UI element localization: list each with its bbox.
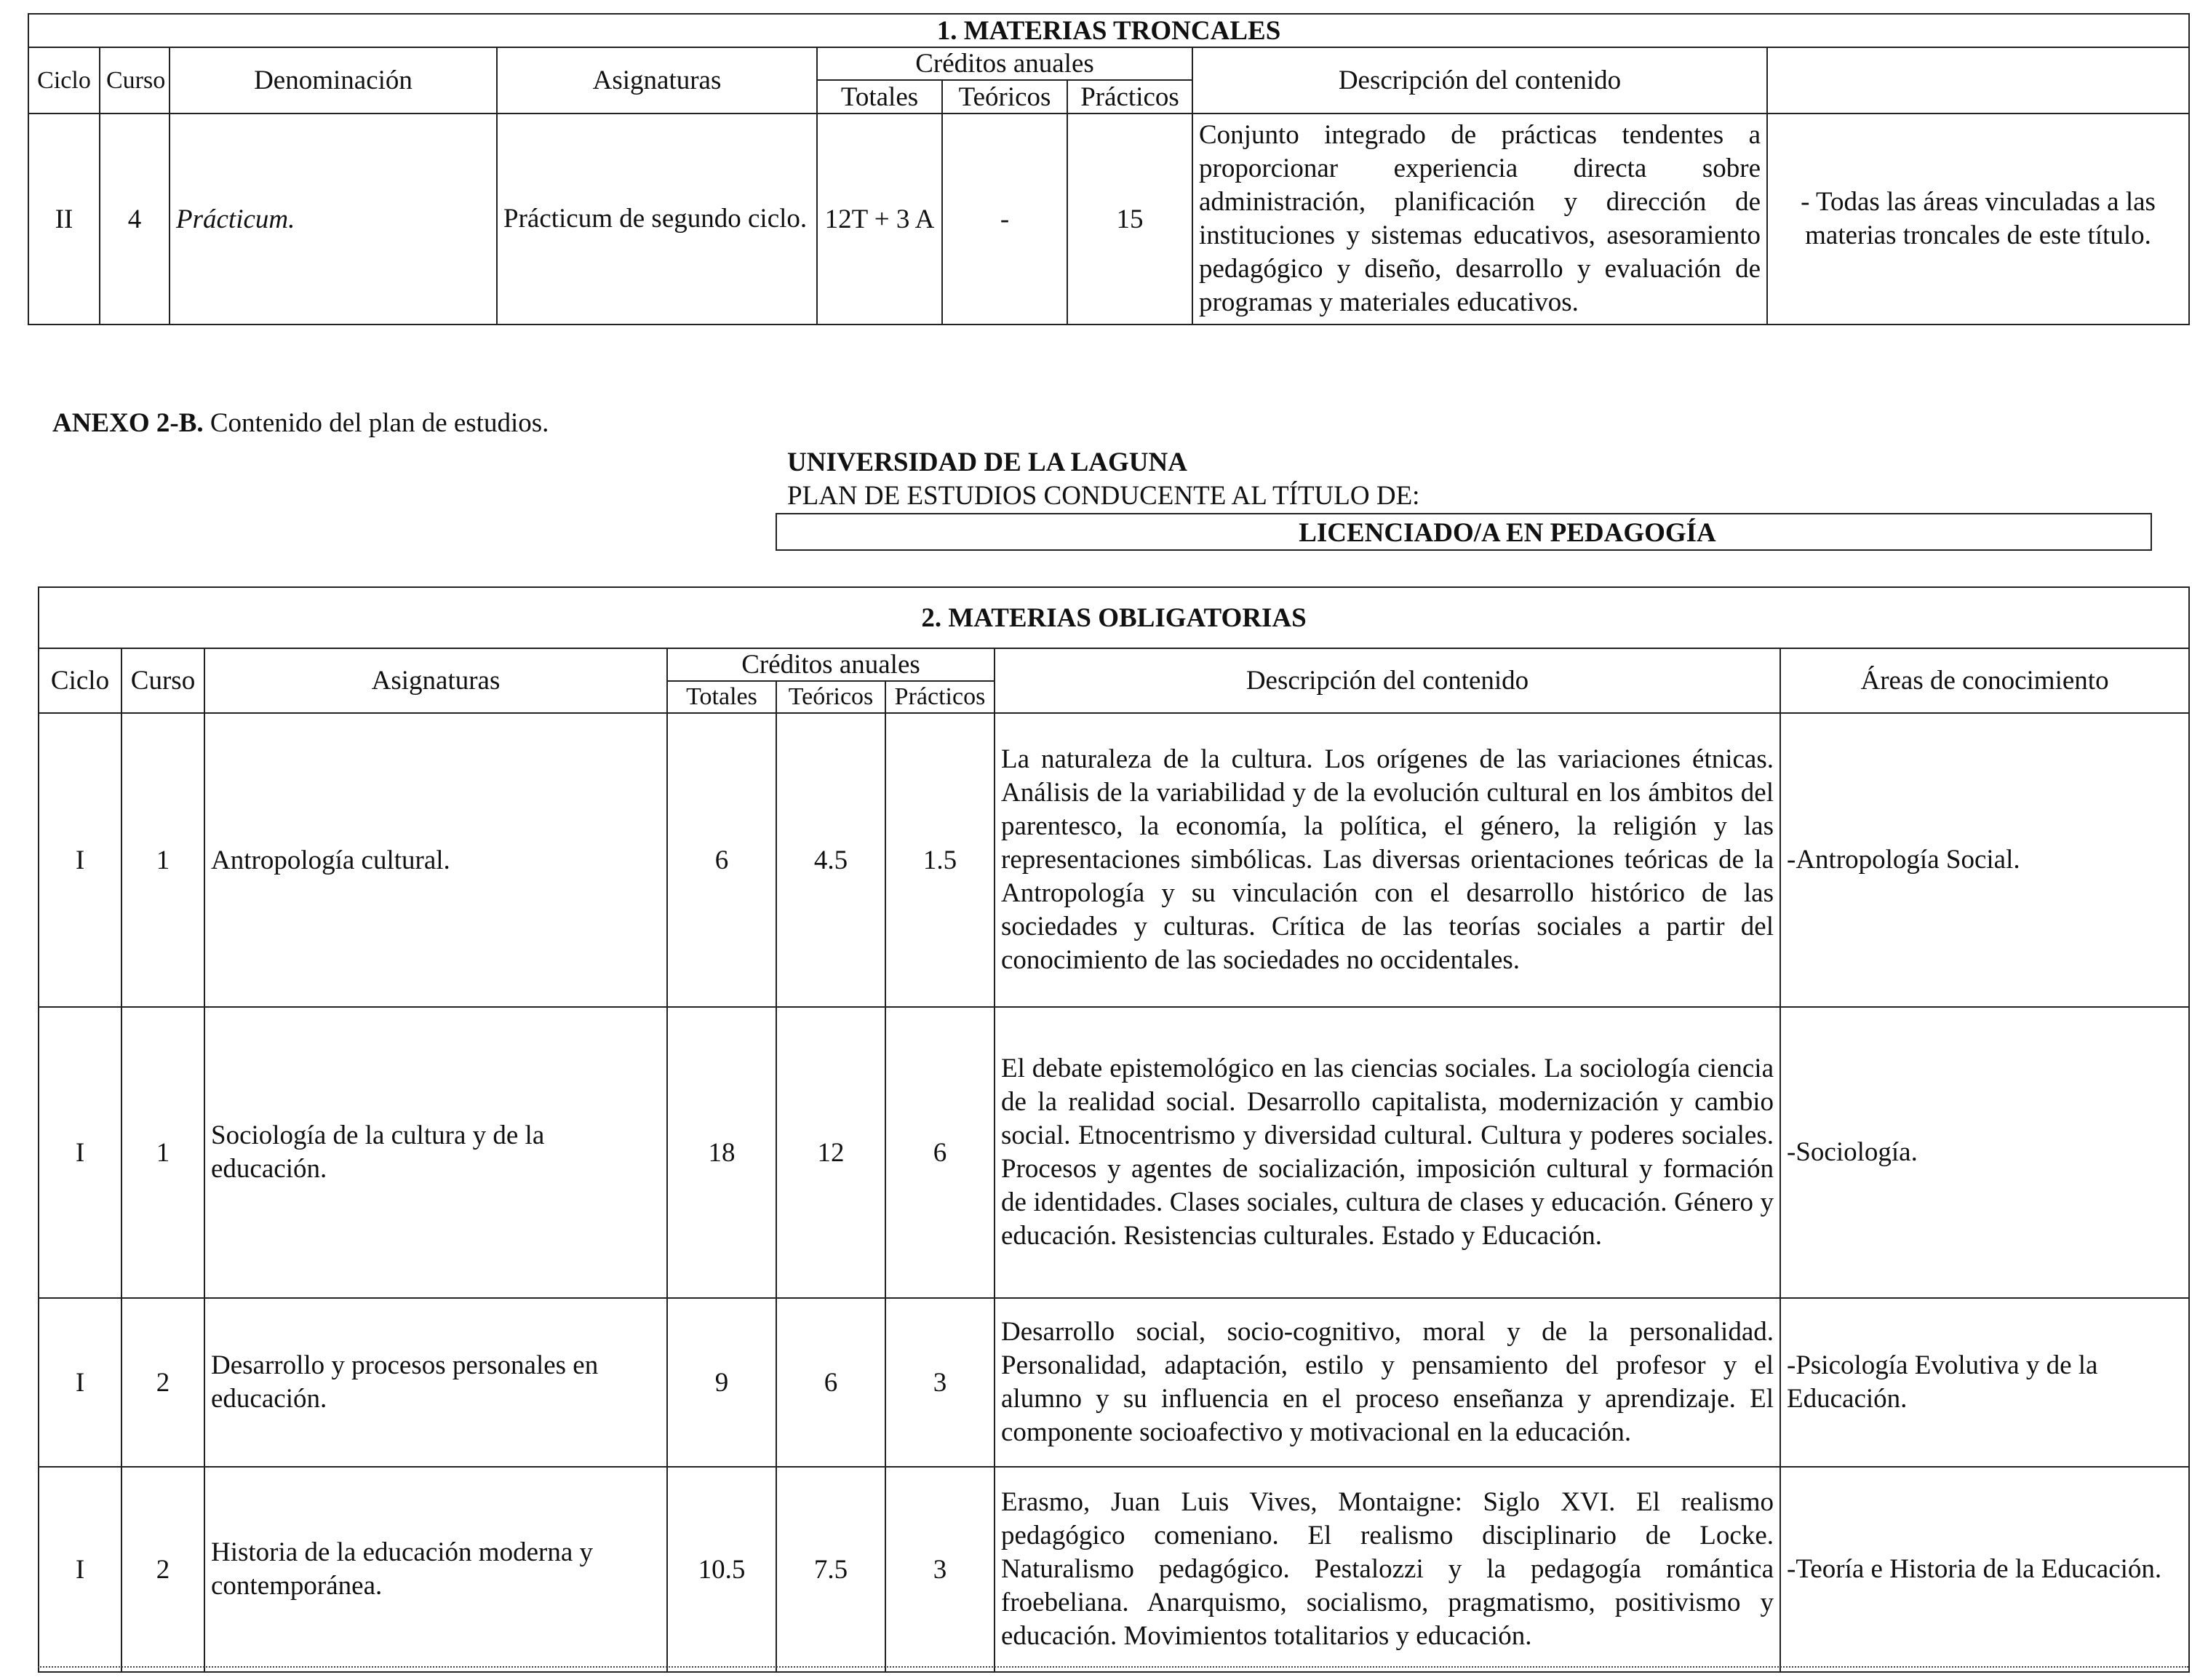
cell-practicos: 3 — [885, 1467, 995, 1672]
cell-asignatura: Antropología cultural. — [204, 713, 667, 1007]
header-descripcion: Descripción del contenido — [995, 648, 1780, 713]
anexo-text: Contenido del plan de estudios. — [203, 408, 549, 438]
header-totales: Totales — [667, 681, 776, 713]
cell-areas: -Sociología. — [1780, 1007, 2189, 1298]
cell-descripcion: Conjunto integrado de prácticas tendentes a proporcionar experiencia directa sobre administración, planificación y dirección de instituciones y sistemas educativos, asesoramiento pedagógico y diseño, desarrollo y evaluación de programas y materiales educativos. — [1192, 114, 1767, 325]
header-denominacion: Denominación — [170, 47, 497, 114]
table-row — [39, 713, 2189, 1007]
cell-asignatura: Desarrollo y procesos personales en educación. — [204, 1298, 667, 1467]
cell-practicos: 3 — [885, 1298, 995, 1467]
table-row — [39, 1007, 2189, 1298]
cell-teoricos: 12 — [776, 1007, 885, 1298]
cell-asignatura: Sociología de la cultura y de la educación. — [204, 1007, 667, 1298]
section-title-obligatorias: 2. MATERIAS OBLIGATORIAS — [39, 587, 2189, 648]
obligatorias-table — [38, 586, 2190, 1673]
header-teoricos: Teóricos — [776, 681, 885, 713]
header-asignaturas: Asignaturas — [204, 648, 667, 713]
cell-ciclo: I — [39, 713, 121, 1007]
cell-descripcion: El debate epistemológico en las ciencias sociales. La sociología ciencia de la realidad social. Desarrollo capitalista, modernización y cambio social. Etnocentrismo y diversidad cultural. Cultura y poderes sociales. Procesos y agentes de socialización, imposición cultural y formación de identidades. Clases sociales, cultura de clases y educación. Género y educación. Resistencias culturales. Estado y Educación. — [995, 1007, 1780, 1298]
header-asignaturas: Asignaturas — [497, 47, 817, 114]
header-totales: Totales — [817, 80, 942, 114]
cell-curso: 1 — [121, 1007, 204, 1298]
cell-areas: -Antropología Social. — [1780, 713, 2189, 1007]
cell-descripcion: La naturaleza de la cultura. Los orígenes de las variaciones étnicas. Análisis de la variabilidad y de la evolución cultural en los ámbitos del parentesco, la economía, la política, el género, la religión y las representaciones simbólicas. Las diversas orientaciones teóricas de la Antropología y su vinculación con el desarrollo histórico de las sociedades y culturas. Crítica de las teorías sociales a partir del conocimiento de las sociedades no occidentales. — [995, 713, 1780, 1007]
header-curso: Curso — [121, 648, 204, 713]
cell-practicos: 15 — [1067, 114, 1192, 325]
cell-curso: 2 — [121, 1467, 204, 1672]
header-ciclo: Ciclo — [39, 648, 121, 713]
cell-ciclo: I — [39, 1007, 121, 1298]
header-teoricos: Teóricos — [942, 80, 1067, 114]
cell-totales: 10.5 — [667, 1467, 776, 1672]
header-practicos: Prácticos — [1067, 80, 1192, 114]
header-areas-empty — [1767, 47, 2189, 114]
cell-areas: - Todas las áreas vinculadas a las materias troncales de este título. — [1767, 114, 2189, 325]
cell-ciclo: I — [39, 1467, 121, 1672]
cell-totales: 12T + 3 A — [817, 114, 942, 325]
troncales-table — [28, 13, 2190, 325]
cell-ciclo: I — [39, 1298, 121, 1467]
cell-teoricos: 7.5 — [776, 1467, 885, 1672]
university-name: UNIVERSIDAD DE LA LAGUNA — [787, 447, 1187, 477]
cell-curso: 4 — [100, 114, 170, 325]
cell-teoricos: 4.5 — [776, 713, 885, 1007]
cell-curso: 2 — [121, 1298, 204, 1467]
cell-totales: 18 — [667, 1007, 776, 1298]
cell-practicos: 6 — [885, 1007, 995, 1298]
cell-ciclo: II — [28, 114, 100, 325]
cell-descripcion: Erasmo, Juan Luis Vives, Montaigne: Siglo XVI. El realismo pedagógico comeniano. El realismo disciplinario de Locke. Naturalismo pedagógico. Pestalozzi y la pedagogía romántica froebeliana. Anarquismo, socialismo, pragmatismo, positivismo y educación. Movimientos totalitarios y educación. — [995, 1467, 1780, 1672]
plan-line: PLAN DE ESTUDIOS CONDUCENTE AL TÍTULO DE: — [787, 481, 1420, 511]
bottom-dotted-rule — [38, 1666, 2188, 1668]
cell-curso: 1 — [121, 713, 204, 1007]
cell-areas: -Psicología Evolutiva y de la Educación. — [1780, 1298, 2189, 1467]
header-creditos: Créditos anuales — [817, 47, 1192, 80]
header-practicos: Prácticos — [885, 681, 995, 713]
section-title-troncales: 1. MATERIAS TRONCALES — [28, 14, 2189, 47]
table-row — [39, 1467, 2189, 1672]
cell-totales: 6 — [667, 713, 776, 1007]
anexo-heading — [52, 407, 549, 439]
table-row — [39, 1298, 2189, 1467]
cell-practicos: 1.5 — [885, 713, 995, 1007]
cell-denominacion: Prácticum. — [170, 114, 497, 325]
header-creditos: Créditos anuales — [667, 648, 995, 681]
anexo-label: ANEXO 2-B. — [52, 408, 204, 438]
header-descripcion: Descripción del contenido — [1192, 47, 1767, 114]
cell-descripcion: Desarrollo social, socio-cognitivo, moral y de la personalidad. Personalidad, adaptación, estilo y pensamiento del profesor y el alumno y su influencia en el proceso enseñanza y aprendizaje. El componente socioafectivo y motivacional en la educación. — [995, 1298, 1780, 1467]
degree-title: LICENCIADO/A EN PEDAGOGÍA — [776, 513, 2152, 551]
cell-teoricos: 6 — [776, 1298, 885, 1467]
header-ciclo: Ciclo — [28, 47, 100, 114]
cell-areas: -Teoría e Historia de la Educación. — [1780, 1467, 2189, 1672]
header-curso: Curso — [100, 47, 170, 114]
cell-asignatura: Prácticum de segundo ciclo. — [497, 114, 817, 325]
cell-asignatura: Historia de la educación moderna y contemporánea. — [204, 1467, 667, 1672]
cell-teoricos: - — [942, 114, 1067, 325]
cell-totales: 9 — [667, 1298, 776, 1467]
table-row — [28, 114, 2189, 325]
header-areas: Áreas de conocimiento — [1780, 648, 2189, 713]
